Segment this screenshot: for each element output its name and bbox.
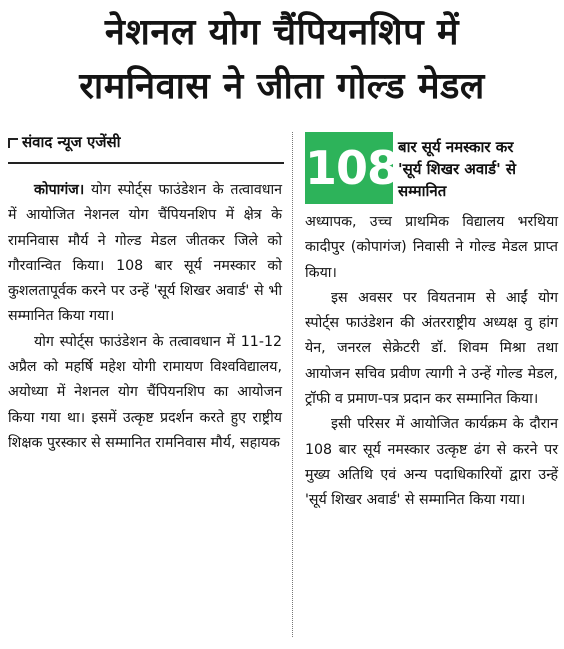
article-right-column: [305, 210, 558, 514]
highlight-number-badge: 108: [305, 132, 393, 204]
headline-line-1: नेशनल योग चैंपियनशिप में: [104, 12, 460, 53]
headline: [0, 6, 564, 114]
article-paragraph-5: इसी परिसर में आयोजित कार्यक्रम के दौरान 108 बार सूर्य नमस्कार उत्कृष्ट ढंग से करने पर मुख्य अतिथि एवं अन्य पदाधिकारियों द्वारा उन्हें 'सूर्य शिखर अवार्ड' से सम्मानित किया गया।: [305, 416, 558, 509]
byline-rule: [8, 162, 284, 164]
byline: संवाद न्यूज एजेंसी: [22, 133, 121, 151]
article-left-column: [8, 178, 282, 456]
article-paragraph-4: इस अवसर पर वियतनाम से आईं योग स्पोर्ट्स फाउंडेशन की अंतरराष्ट्रीय अध्यक्ष वु हांग येन, जनरल सेक्रेटरी डॉ. शिवम मिश्रा तथा आयोजन सचिव प्रवीण त्यागी ने उन्हें गोल्ड मेडल, ट्रॉफी व प्रमाण-पत्र प्रदान कर सम्मानित किया।: [305, 289, 558, 408]
dateline: कोपागंज।: [34, 182, 85, 198]
byline-marker: [8, 138, 18, 148]
headline-line-2: रामनिवास ने जीता गोल्ड मेडल: [79, 66, 485, 107]
highlight-caption-line-2: 'सूर्य शिखर अवार्ड' से: [398, 160, 517, 178]
column-divider: [292, 132, 294, 637]
paragraph-1-text: योग स्पोर्ट्स फाउंडेशन के तत्वावधान में आयोजित नेशनल योग चैंपियनशिप में क्षेत्र के रामनिवास मौर्य ने गोल्ड मेडल जीतकर जिले को गौरवान्वित किया। 108 बार सूर्य नमस्कार को कुशलतापूर्वक करने पर उन्हें 'सूर्य शिखर अवार्ड' से भी सम्मानित किया गया।: [8, 182, 282, 325]
highlight-caption-line-3: सम्मानित: [398, 182, 447, 200]
article-paragraph-2: योग स्पोर्ट्स फाउंडेशन के तत्वावधान में 11-12 अप्रैल को महर्षि महेश योगी रामायण विश्वविद्यालय, अयोध्या में नेशनल योग चैंपियनशिप का आयोजन किया गया था। इसमें उत्कृष्ट प्रदर्शन करते हुए राष्ट्रीय शिक्षक पुरस्कार से सम्मानित रामनिवास मौर्य, सहायक: [8, 333, 282, 451]
highlight-caption: [398, 136, 560, 202]
article-paragraph-1: [8, 178, 282, 330]
article-paragraph-3: अध्यापक, उच्च प्राथमिक विद्यालय भरथिया कादीपुर (कोपागंज) निवासी ने गोल्ड मेडल प्राप्त किया।: [305, 214, 558, 281]
highlight-caption-line-1: बार सूर्य नमस्कार कर: [398, 138, 514, 156]
